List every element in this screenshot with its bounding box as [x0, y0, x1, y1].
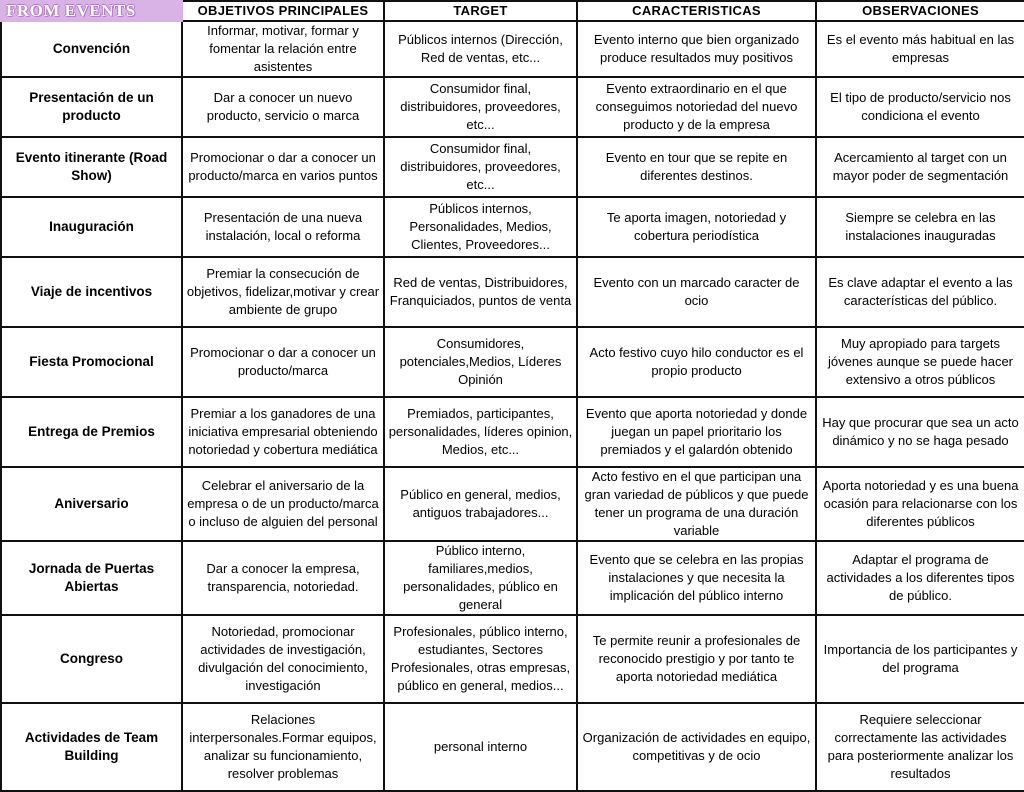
cell-objetivos: Dar a conocer la empresa, transparencia, notoriedad. — [182, 541, 384, 615]
cell-objetivos: Promocionar o dar a conocer un producto/marca — [182, 327, 384, 397]
event-name: Convención — [1, 21, 182, 77]
cell-objetivos: Informar, motivar, formar y fomentar la relación entre asistentes — [182, 21, 384, 77]
cell-target: Públicos internos (Dirección, Red de ventas, etc... — [384, 21, 577, 77]
table-row — [1, 197, 1024, 257]
cell-caracteristicas: Acto festivo cuyo hilo conductor es el propio producto — [577, 327, 816, 397]
cell-target: personal interno — [384, 703, 577, 791]
event-name: Viaje de incentivos — [1, 257, 182, 327]
cell-observaciones: Importancia de los participantes y del programa — [816, 615, 1024, 703]
event-name: Presentación de un producto — [1, 77, 182, 137]
cell-caracteristicas: Acto festivo en el que participan una gran variedad de públicos y que puede tener un programa de una duración variable — [577, 467, 816, 541]
cell-target: Premiados, participantes, personalidades, líderes opinion, Medios, etc... — [384, 397, 577, 467]
brand-logo — [1, 1, 182, 21]
cell-caracteristicas: Te permite reunir a profesionales de reconocido prestigio y por tanto te aporta notoriedad mediática — [577, 615, 816, 703]
event-name: Fiesta Promocional — [1, 327, 182, 397]
table-row — [1, 77, 1024, 137]
cell-caracteristicas: Evento extraordinario en el que conseguimos notoriedad del nuevo producto y de la empresa — [577, 77, 816, 137]
event-name: Jornada de Puertas Abiertas — [1, 541, 182, 615]
cell-target: Públicos internos, Personalidades, Medios, Clientes, Proveedores... — [384, 197, 577, 257]
cell-caracteristicas: Evento interno que bien organizado produce resultados muy positivos — [577, 21, 816, 77]
cell-target: Público en general, medios, antiguos trabajadores... — [384, 467, 577, 541]
cell-caracteristicas: Evento en tour que se repite en diferentes destinos. — [577, 137, 816, 197]
cell-observaciones: Es el evento más habitual en las empresas — [816, 21, 1024, 77]
header-target: TARGET — [384, 1, 577, 21]
event-name: Aniversario — [1, 467, 182, 541]
cell-caracteristicas: Evento con un marcado caracter de ocio — [577, 257, 816, 327]
cell-objetivos: Notoriedad, promocionar actividades de investigación, divulgación del conocimiento, investigación — [182, 615, 384, 703]
cell-target: Consumidores, potenciales,Medios, Líderes Opinión — [384, 327, 577, 397]
table-row — [1, 703, 1024, 791]
event-name: Evento itinerante (Road Show) — [1, 137, 182, 197]
cell-caracteristicas: Evento que aporta notoriedad y donde juegan un papel prioritario los premiados y el galardón obtenido — [577, 397, 816, 467]
table-row — [1, 137, 1024, 197]
cell-target: Consumidor final, distribuidores, proveedores, etc... — [384, 137, 577, 197]
cell-target: Público interno, familiares,medios, personalidades, público en general — [384, 541, 577, 615]
table-row — [1, 257, 1024, 327]
cell-observaciones: Aporta notoriedad y es una buena ocasión para relacionarse con los diferentes públicos — [816, 467, 1024, 541]
cell-objetivos: Premiar a los ganadores de una iniciativa empresarial obteniendo notoriedad y cobertura mediática — [182, 397, 384, 467]
table-row — [1, 467, 1024, 541]
cell-observaciones: Hay que procurar que sea un acto dinámico y no se haga pesado — [816, 397, 1024, 467]
cell-objetivos: Presentación de una nueva instalación, local o reforma — [182, 197, 384, 257]
cell-observaciones: Muy apropiado para targets jóvenes aunque se puede hacer extensivo a otros públicos — [816, 327, 1024, 397]
cell-observaciones: Requiere seleccionar correctamente las actividades para posteriormente analizar los resultados — [816, 703, 1024, 791]
table-row — [1, 615, 1024, 703]
cell-target: Consumidor final, distribuidores, proveedores, etc... — [384, 77, 577, 137]
table-row — [1, 397, 1024, 467]
cell-caracteristicas: Organización de actividades en equipo, competitivas y de ocio — [577, 703, 816, 791]
cell-observaciones: Acercamiento al target con un mayor poder de segmentación — [816, 137, 1024, 197]
header-objetivos: OBJETIVOS PRINCIPALES — [182, 1, 384, 21]
brand-text: FROM EVENTS — [6, 1, 136, 20]
cell-observaciones: Es clave adaptar el evento a las características del público. — [816, 257, 1024, 327]
cell-objetivos: Celebrar el aniversario de la empresa o de un producto/marca o incluso de alguien del personal — [182, 467, 384, 541]
header-row — [1, 1, 1024, 21]
table-row — [1, 327, 1024, 397]
event-name: Actividades de Team Building — [1, 703, 182, 791]
cell-observaciones: El tipo de producto/servicio nos condiciona el evento — [816, 77, 1024, 137]
cell-objetivos: Dar a conocer un nuevo producto, servicio o marca — [182, 77, 384, 137]
table-row — [1, 21, 1024, 77]
cell-observaciones: Siempre se celebra en las instalaciones inauguradas — [816, 197, 1024, 257]
event-name: Inauguración — [1, 197, 182, 257]
header-caracteristicas: CARACTERISTICAS — [577, 1, 816, 21]
event-name: Entrega de Premios — [1, 397, 182, 467]
table-row — [1, 541, 1024, 615]
cell-target: Profesionales, público interno, estudiantes, Sectores Profesionales, otras empresas, público en general, medios... — [384, 615, 577, 703]
cell-caracteristicas: Evento que se celebra en las propias instalaciones y que necesita la implicación del público interno — [577, 541, 816, 615]
cell-target: Red de ventas, Distribuidores, Franquiciados, puntos de venta — [384, 257, 577, 327]
header-observaciones: OBSERVACIONES — [816, 1, 1024, 21]
cell-objetivos: Promocionar o dar a conocer un producto/marca en varios puntos — [182, 137, 384, 197]
cell-objetivos: Relaciones interpersonales.Formar equipos, analizar su funcionamiento, resolver problemas — [182, 703, 384, 791]
cell-caracteristicas: Te aporta imagen, notoriedad y cobertura periodística — [577, 197, 816, 257]
event-name: Congreso — [1, 615, 182, 703]
cell-observaciones: Adaptar el programa de actividades a los diferentes tipos de público. — [816, 541, 1024, 615]
cell-objetivos: Premiar la consecución de objetivos, fidelizar,motivar y crear ambiente de grupo — [182, 257, 384, 327]
